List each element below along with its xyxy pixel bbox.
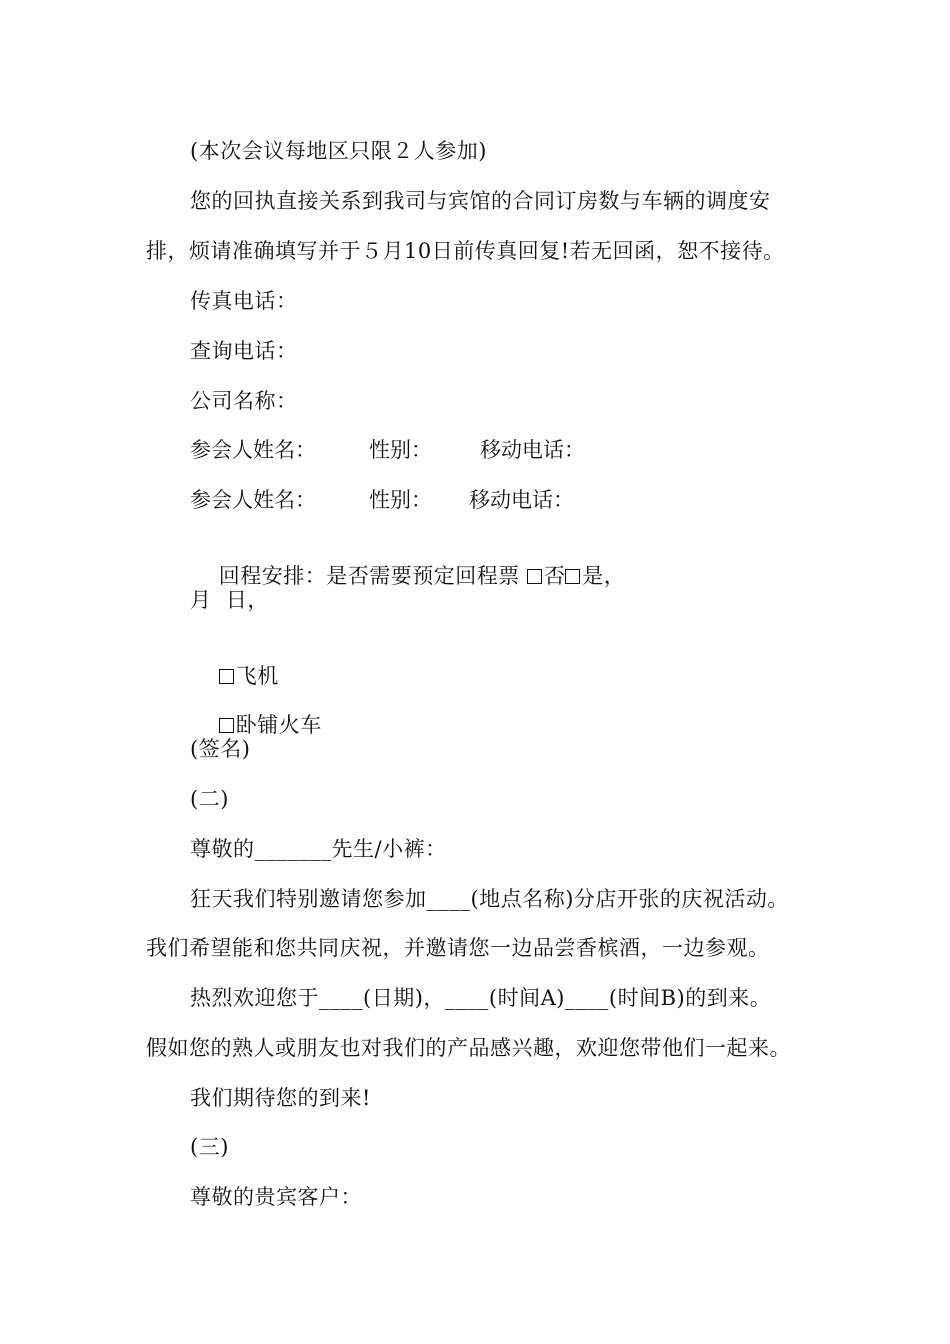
- paragraph-receipt-line-2: 排，烦请准确填写并于５月10日前传真回复!若无回函，恕不接待。: [146, 239, 785, 263]
- closing-line: 我们期待您的到来!: [190, 1086, 371, 1110]
- welcome-paragraph-line-1: 热烈欢迎您于____(日期)，____(时间A)____(时间B)的到来。: [190, 986, 772, 1010]
- option-train-label: 卧铺火车: [235, 713, 322, 737]
- attendee-name-label: 参会人姓名：: [190, 488, 316, 512]
- option-no-label: 否: [543, 564, 566, 588]
- company-name-label: 公司名称：: [190, 389, 298, 413]
- section-heading-2: (二): [190, 787, 229, 811]
- query-phone-label: 查询电话：: [190, 339, 298, 363]
- option-yes-label: 是，: [582, 564, 626, 588]
- date-line: 月 日，: [190, 588, 269, 612]
- gender-label: 性别：: [369, 438, 432, 462]
- checkbox-yes[interactable]: [565, 569, 580, 584]
- checkbox-no[interactable]: [527, 569, 542, 584]
- salutation-2: 尊敬的_______先生/小裤：: [190, 837, 447, 861]
- invitation-paragraph-line-1: 狂天我们特别邀请您参加____(地点名称)分店开张的庆祝活动。: [190, 887, 789, 911]
- checkbox-plane[interactable]: [219, 669, 234, 684]
- mobile-phone-label: 移动电话：: [469, 488, 574, 512]
- option-plane-label: 飞机: [235, 664, 279, 688]
- checkbox-train[interactable]: [219, 718, 234, 733]
- attendee-name-label: 参会人姓名：: [190, 438, 316, 462]
- signature-label: (签名): [190, 737, 251, 761]
- mobile-phone-label: 移动电话：: [480, 438, 585, 462]
- invitation-paragraph-line-2: 我们希望能和您共同庆祝，并邀请您一边品尝香槟酒，一边参观。: [146, 936, 770, 960]
- fax-phone-label: 传真电话：: [190, 289, 298, 313]
- section-heading-3: (三): [190, 1135, 229, 1159]
- salutation-3: 尊敬的贵宾客户：: [190, 1185, 362, 1209]
- attendance-limit-note: (本次会议每地区只限２人参加): [190, 139, 487, 163]
- paragraph-receipt-line-1: 您的回执直接关系到我司与宾馆的合同订房数与车辆的调度安: [190, 189, 771, 213]
- return-trip-label: 回程安排：是否需要预定回程票: [218, 564, 520, 588]
- gender-label: 性别：: [369, 488, 432, 512]
- welcome-paragraph-line-2: 假如您的熟人或朋友也对我们的产品感兴趣，欢迎您带他们一起来。: [146, 1036, 791, 1060]
